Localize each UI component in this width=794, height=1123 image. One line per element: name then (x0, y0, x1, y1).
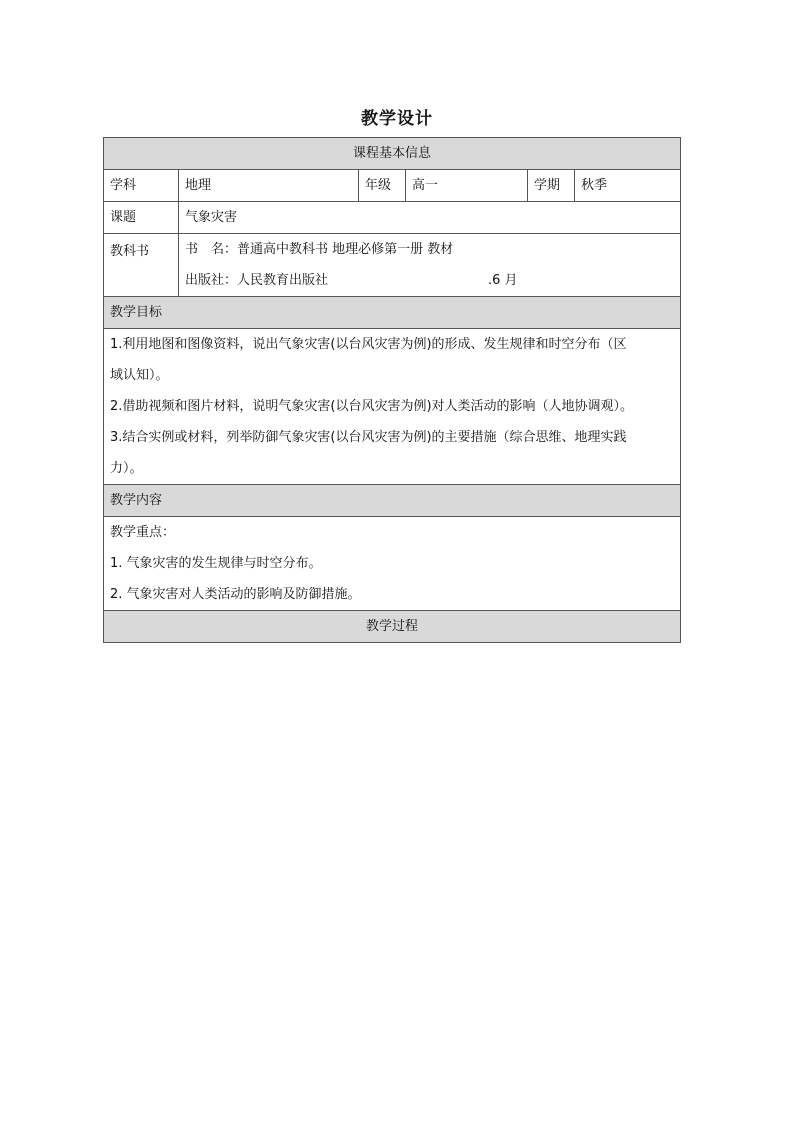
table-row (104, 170, 681, 202)
section-row-goals (104, 297, 681, 329)
subject-label: 学科 (104, 170, 179, 202)
section-header-process: 教学过程 (104, 611, 681, 643)
content-body (104, 517, 681, 611)
topic-value: 气象灾害 (179, 202, 681, 234)
grade-label: 年级 (359, 170, 406, 202)
subject-value: 地理 (179, 170, 359, 202)
goal-2: 2.借助视频和图片材料，说明气象灾害(以台风灾害为例)对人类活动的影响（人地协调观）。 (110, 399, 634, 414)
publish-date-text: .6 月 (488, 273, 518, 288)
section-header-basic-info: 课程基本信息 (104, 138, 681, 170)
document-title: 教学设计 (361, 109, 433, 129)
textbook-label: 教科书 (104, 234, 179, 297)
section-row-content (104, 485, 681, 517)
table-row (104, 202, 681, 234)
key-point-1: 1. 气象灾害的发生规律与时空分布。 (110, 556, 322, 571)
key-points-label: 教学重点： (110, 525, 176, 540)
grade-value: 高一 (406, 170, 528, 202)
key-point-2: 2. 气象灾害对人类活动的影响及防御措施。 (110, 587, 361, 602)
term-value: 秋季 (575, 170, 681, 202)
goal-3-line-2: 力）。 (110, 461, 143, 476)
table-row (104, 234, 681, 297)
table-row (104, 517, 681, 611)
textbook-info (179, 234, 681, 297)
goal-3-line-1: 3.结合实例或材料，列举防御气象灾害(以台风灾害为例)的主要措施（综合思维、地理实践 (110, 430, 627, 445)
goals-body (104, 329, 681, 485)
goal-1-line-2: 域认知）。 (110, 368, 169, 383)
textbook-publisher-line (185, 265, 674, 296)
section-header-goals: 教学目标 (104, 297, 681, 329)
lesson-plan-table (103, 137, 681, 643)
section-header-content: 教学内容 (104, 485, 681, 517)
goal-1-line-1: 1.利用地图和图像资料，说出气象灾害(以台风灾害为例)的形成、发生规律和时空分布（区 (110, 337, 627, 352)
textbook-name-line: 书 名：普通高中教科书 地理必修第一册 教材 (185, 242, 454, 257)
publisher-text: 出版社：人民教育出版社 (185, 273, 329, 288)
section-row-basic-info (104, 138, 681, 170)
table-row (104, 329, 681, 485)
section-row-process (104, 611, 681, 643)
term-label: 学期 (528, 170, 575, 202)
topic-label: 课题 (104, 202, 179, 234)
